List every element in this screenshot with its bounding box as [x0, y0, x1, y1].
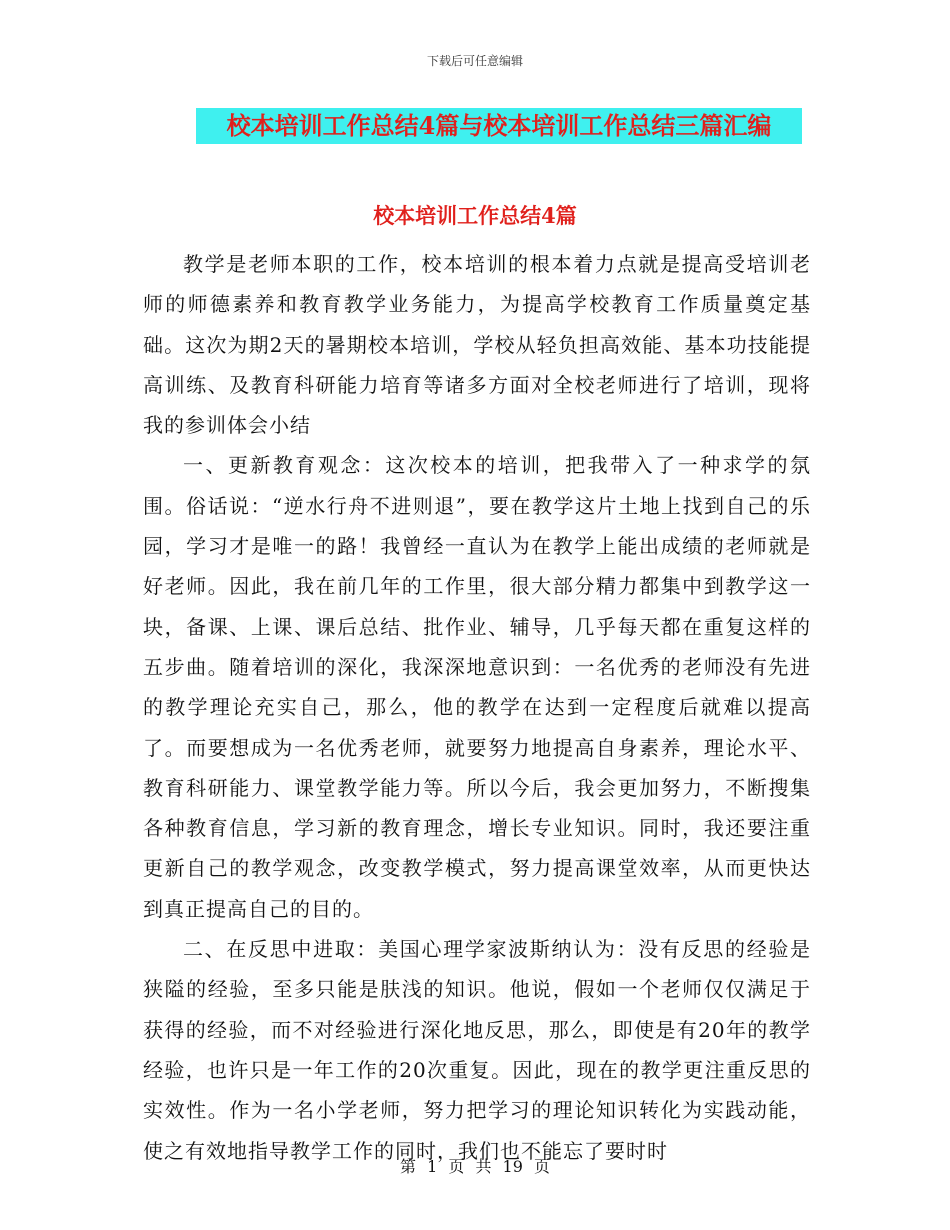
- body-paragraph-intro: 教学是老师本职的工作，校本培训的根本着力点就是提高受培训老师的师德素养和教育教学业务能力，为提高学校教育工作质量奠定基础。这次为期2天的暑期校本培训，学校从轻负担高效能、基本功技能提高训练、及教育科研能力培育等诸多方面对全校老师进行了培训，现将我的参训体会小结: [143, 252, 811, 438]
- document-body: [143, 244, 811, 1171]
- page-footer-page-number: 第 1 页 共 19 页: [400, 1157, 550, 1176]
- document-section-title: 校本培训工作总结4篇: [373, 203, 577, 228]
- document-main-title: 校本培训工作总结4篇与校本培训工作总结三篇汇编: [196, 108, 802, 144]
- body-paragraph-update-concepts: 一、更新教育观念：这次校本的培训，把我带入了一种求学的氛围。俗话说：“逆水行舟不进则退”，要在教学这片土地上找到自己的乐园，学习才是唯一的路！我曾经一直认为在教学上能出成绩的老师就是好老师。因此，我在前几年的工作里，很大部分精力都集中到教学这一块，备课、上课、课后总结、批作业、辅导，几乎每天都在重复这样的五步曲。随着培训的深化，我深深地意识到：一名优秀的老师没有先进的教学理论充实自己，那么，他的教学在达到一定程度后就难以提高了。而要想成为一名优秀老师，就要努力地提高自身素养，理论水平、教育科研能力、课堂教学能力等。所以今后，我会更加努力，不断搜集各种教育信息，学习新的教育理念，增长专业知识。同时，我还要注重更新自己的教学观念，改变教学模式，努力提高课堂效率，从而更快达到真正提高自己的目的。: [143, 453, 811, 921]
- body-paragraph-reflection: 二、在反思中进取：美国心理学家波斯纳认为：没有反思的经验是狭隘的经验，至多只能是肤浅的知识。他说，假如一个老师仅仅满足于获得的经验，而不对经验进行深化地反思，那么，即使是有20年的教学经验，也许只是一年工作的20次重复。因此，现在的教学更注重反思的实效性。作为一名小学老师，努力把学习的理论知识转化为实践动能，使之有效地指导教学工作的同时，我们也不能忘了要时时: [143, 937, 811, 1163]
- page-header-note: 下载后可任意编辑: [426, 54, 523, 68]
